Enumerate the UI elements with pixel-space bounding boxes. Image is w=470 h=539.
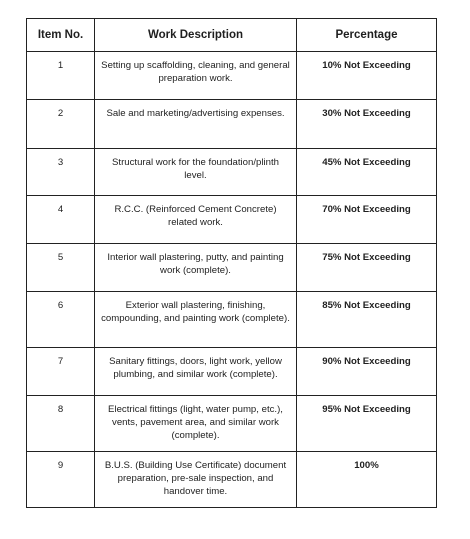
work-percentage-table — [26, 18, 437, 508]
work-description: B.U.S. (Building Use Certificate) document preparation, pre-sale inspection, and handover time. — [95, 452, 297, 508]
percentage-value: 75% Not Exceeding — [297, 244, 437, 292]
work-description: Electrical fittings (light, water pump, etc.), vents, pavement area, and similar work (complete). — [95, 396, 297, 452]
work-description: Structural work for the foundation/plinth level. — [95, 149, 297, 196]
percentage-value: 30% Not Exceeding — [297, 100, 437, 149]
item-number: 3 — [27, 149, 95, 196]
percentage-value: 85% Not Exceeding — [297, 292, 437, 348]
percentage-value: 90% Not Exceeding — [297, 348, 437, 396]
table-row — [27, 396, 437, 452]
work-description: Setting up scaffolding, cleaning, and general preparation work. — [95, 52, 297, 100]
table-row — [27, 100, 437, 149]
item-number: 8 — [27, 396, 95, 452]
table-row — [27, 52, 437, 100]
header-row — [27, 19, 437, 52]
table-row — [27, 292, 437, 348]
work-description: Sanitary fittings, doors, light work, yellow plumbing, and similar work (complete). — [95, 348, 297, 396]
work-description: Sale and marketing/advertising expenses. — [95, 100, 297, 149]
work-description: R.C.C. (Reinforced Cement Concrete) related work. — [95, 196, 297, 244]
header-percentage: Percentage — [297, 19, 437, 52]
table-row — [27, 149, 437, 196]
item-number: 6 — [27, 292, 95, 348]
item-number: 1 — [27, 52, 95, 100]
work-description: Exterior wall plastering, finishing, compounding, and painting work (complete). — [95, 292, 297, 348]
percentage-value: 45% Not Exceeding — [297, 149, 437, 196]
work-description: Interior wall plastering, putty, and painting work (complete). — [95, 244, 297, 292]
table-header — [27, 19, 437, 52]
item-number: 9 — [27, 452, 95, 508]
table-row — [27, 244, 437, 292]
item-number: 5 — [27, 244, 95, 292]
item-number: 7 — [27, 348, 95, 396]
table-body — [27, 52, 437, 508]
percentage-value: 10% Not Exceeding — [297, 52, 437, 100]
item-number: 4 — [27, 196, 95, 244]
header-work-description: Work Description — [95, 19, 297, 52]
percentage-value: 95% Not Exceeding — [297, 396, 437, 452]
header-item-no: Item No. — [27, 19, 95, 52]
table-row — [27, 452, 437, 508]
table-row — [27, 196, 437, 244]
item-number: 2 — [27, 100, 95, 149]
percentage-value: 100% — [297, 452, 437, 508]
percentage-value: 70% Not Exceeding — [297, 196, 437, 244]
table-row — [27, 348, 437, 396]
